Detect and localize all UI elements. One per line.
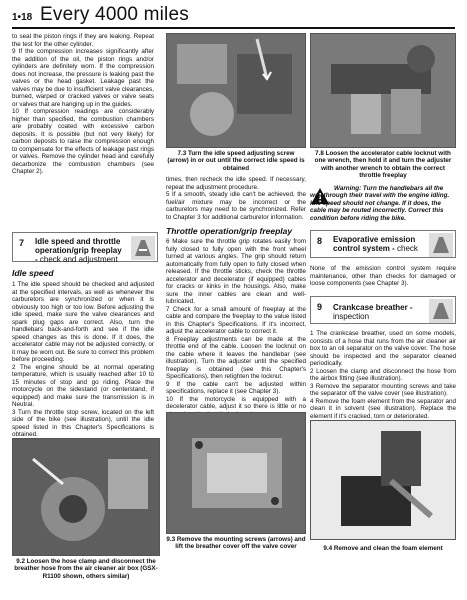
- column-1-text: [12, 33, 154, 176]
- paragraph: 10 If compression readings are considerably higher than specified, the combustion chambers are probably coated with excessive carbon deposits. It is possible (but not very likely) for carbon deposits to raise the compression enough to compensate for the effects of leakage past rings or valves. Remove the cylinder head and carefully decarbonize the combustion chambers (see Chapter 2).: [12, 108, 154, 175]
- section-9-text: [310, 330, 456, 420]
- photo-7-8: [310, 33, 456, 148]
- page-title: Every 4000 miles: [40, 4, 189, 25]
- warning-text: Warning: Turn the handlebars all the way through their travel with the engine idling. Idle speed should not change. If it does, the cable may be routed incorrectly. Correct this condition before riding the bike.: [310, 185, 450, 222]
- section-8-text: None of the emission control system require maintenance, other than checks for damaged or loose components (see Chapter 3).: [310, 265, 456, 287]
- section-7-subtitle: check and adjustment: [39, 255, 118, 264]
- paragraph: 6 Make sure the throttle grip rotates easily from fully closed to fully open with the front wheel turned at various angles. The grip should return automatically from fully open to fully closed when released. If the throttle sticks, check the throttle accelerator and decelerator (if equipped) cables for cracks or kinks in the housings. Also, make sure the inner cables are clean and well-lubricated.: [166, 238, 306, 305]
- caption-7-8: 7.8 Loosen the accelerator cable locknut with one wrench, then hold it and turn the adjuster with another wrench to obtain the correct throttle freeplay: [314, 150, 452, 180]
- caption-9-4: 9.4 Remove and clean the foam element: [323, 545, 443, 552]
- paragraph: 2 Loosen the clamp and disconnect the hose from the airbox fitting (see illustration).: [310, 367, 456, 382]
- difficulty-rating-icon: [429, 299, 453, 323]
- throttle-cable-photo-image: [311, 34, 456, 148]
- photo-9-3: [166, 412, 306, 534]
- paragraph: 8 Freeplay adjustments can be made at the throttle end of the cable. Loosen the locknut on the cable where it leaves the handlebar (see illustration). Turn the adjuster until the specified freeplay is obtained (see this Chapter's Specifications), then retighten the locknut.: [166, 335, 306, 380]
- breather-cover-photo-image: [167, 413, 306, 534]
- photo-9-4: [310, 420, 456, 540]
- section-7-box: [12, 232, 158, 262]
- section-7-number: 7: [19, 238, 25, 248]
- paragraph: 2 The engine should be at normal operating temperature, which is usually reached after 10 to 15 minutes of stop and go riding. Place the motorcycle on the sidestand (or centerstand, if equipped) and make sure the transmission is in Neutral.: [12, 363, 154, 408]
- section-9-subtitle: inspection: [333, 312, 370, 321]
- paragraph: 9 If the cable can't be adjusted within specifications, replace it (see Chapter 3).: [166, 380, 306, 395]
- section-8-title: Evaporative emission control system - check: [333, 235, 418, 253]
- idle-speed-text: [12, 281, 154, 446]
- breather-hose-photo-image: [13, 439, 160, 556]
- paragraph: 10 If the motorcycle is equipped with a decelerator cable, adjust it so there is little or no: [166, 395, 306, 410]
- paragraph: 1 The crankcase breather, used on some models, consists of a hose that runs from the air cleaner air box to an oil separator on the valve cover. The hose should be inspected and the separator cleaned periodically.: [310, 330, 456, 367]
- section-9-title: Crankcase breather - inspection: [333, 303, 413, 321]
- paragraph: to seal the piston rings if they are leaking. Repeat the test for the other cylinder.: [12, 33, 154, 48]
- throttle-heading: Throttle operation/grip freeplay: [166, 226, 293, 236]
- difficulty-rating-icon: [429, 233, 453, 257]
- paragraph: 9 If the compression increases significantly after the addition of the oil, the piston rings and/or cylinders are definitely worn. If the compression does not increase, the pressure is leaking past the valves or the head gasket. Leakage past the valves may be due to insufficient valve clearances, burned, warped or cracked valves or valve seats or valves that are hanging up in the guides.: [12, 48, 154, 108]
- caption-9-3: 9.3 Remove the mounting screws (arrows) and lift the breather cover off the valve cover: [166, 536, 306, 551]
- section-9-number: 9: [317, 302, 323, 312]
- difficulty-rating-icon: [131, 236, 155, 260]
- section-9-box: [310, 296, 456, 324]
- paragraph: 4 Remove the foam element from the separator and clean it in solvent (see illustration). Replace the element if it's cracked, torn or deteriorated.: [310, 397, 456, 420]
- paragraph: 7 Check for a small amount of freeplay at the cable and compare the freeplay to the value listed in this Chapter's Specifications. If it's incorrect, adjust the accelerator cable to correct it.: [166, 305, 306, 335]
- page-number: 1•18: [12, 12, 33, 23]
- caption-7-3: 7.3 Turn the idle speed adjusting screw (arrow) in or out until the correct idle speed is obtained: [167, 150, 305, 172]
- photo-7-3: [166, 33, 306, 148]
- caption-9-2: 9.2 Loosen the hose clamp and disconnect the breather hose from the air cleaner air box (GSX-R1100 shown, others similar): [14, 558, 158, 580]
- paragraph: 1 The idle speed should be checked and adjusted at the specified intervals, as well as whenever the carburetors are synchronized or when it is obviously too high or too low. Before adjusting the idle speed, make sure the valve clearances and spark plug gaps are correct. Also, turn the handlebars back-and-forth and see if the idle speed changes as this is done. If it does, the accelerator cable may not be adjusted correctly, or it may be worn out. Be sure to correct this problem before proceeding.: [12, 281, 154, 363]
- column-2-text: [166, 176, 306, 221]
- paragraph: 3 Turn the throttle stop screw, located on the left side of the bike (see illustration), until the idle speed listed in this Chapter's Specifications is obtained.: [12, 408, 154, 438]
- section-8-subtitle: check: [397, 244, 418, 253]
- paragraph: 5 If a smooth, steady idle can't be achieved, the fuel/air mixture may be incorrect or the carburetors may need to be synchronized. Refer to Chapter 3 for additional carburetor information.: [166, 191, 306, 221]
- idle-speed-heading: Idle speed: [12, 268, 54, 278]
- paragraph: 3 Remove the separator mounting screws and take the separator off the valve cover (see illustration).: [310, 382, 456, 397]
- section-8-number: 8: [317, 236, 323, 246]
- photo-9-2: [12, 438, 160, 556]
- foam-element-photo-image: [311, 421, 456, 540]
- paragraph: times, then recheck the idle speed. If necessary, repeat the adjustment procedure.: [166, 176, 306, 191]
- section-7-title: Idle speed and throttle operation/grip freeplay - check and adjustment: [35, 237, 122, 264]
- throttle-text: [166, 238, 306, 418]
- header-rule: [12, 27, 455, 29]
- section-8-box: [310, 230, 456, 258]
- carburetor-photo-image: [167, 34, 306, 148]
